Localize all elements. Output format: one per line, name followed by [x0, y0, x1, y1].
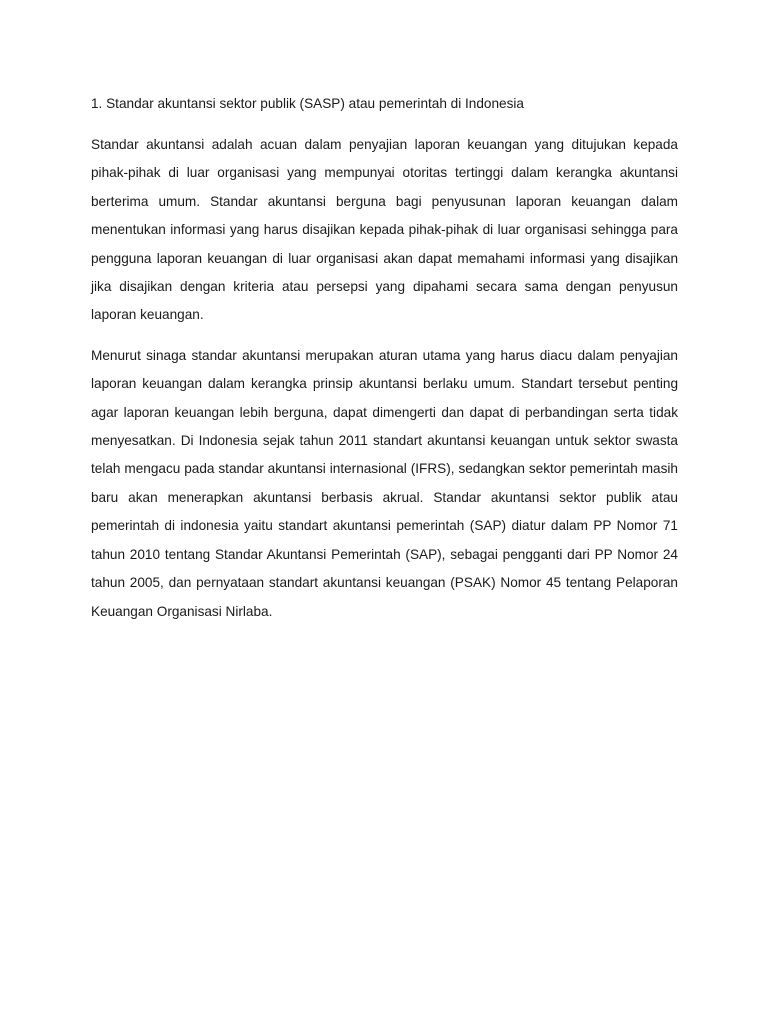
section-heading: 1. Standar akuntansi sektor publik (SASP) atau pemerintah di Indonesia — [91, 96, 524, 111]
paragraph-definition: Standar akuntansi adalah acuan dalam penyajian laporan keuangan yang ditujukan kepada pihak-pihak di luar organisasi yang mempunyai otoritas tertinggi dalam kerangka akuntansi berterima umum. Standar akuntansi berguna bagi penyusunan laporan keuangan dalam menentukan informasi yang harus disajikan kepada pihak-pihak di luar organisasi sehingga para pengguna laporan keuangan di luar organisasi akan dapat memahami informasi yang disajikan jika disajikan dengan kriteria atau persepsi yang dipahami secara sama dengan penyusun laporan keuangan. — [91, 137, 678, 323]
paragraph-sinaga: Menurut sinaga standar akuntansi merupakan aturan utama yang harus diacu dalam penyajian laporan keuangan dalam kerangka prinsip akuntansi berlaku umum. Standart tersebut penting agar laporan keuangan lebih berguna, dapat dimengerti dan dapat di perbandingan serta tidak menyesatkan. Di Indonesia sejak tahun 2011 standart akuntansi keuangan untuk sektor swasta telah mengacu pada standar akuntansi internasional (IFRS), sedangkan sektor pemerintah masih baru akan menerapkan akuntansi berbasis akrual. Standar akuntansi sektor publik atau pemerintah di indonesia yaitu standart akuntansi pemerintah (SAP) diatur dalam PP Nomor 71 tahun 2010 tentang Standar Akuntansi Pemerintah (SAP), sebagai pengganti dari PP Nomor 24 tahun 2005, dan pernyataan standart akuntansi keuangan (PSAK) Nomor 45 tentang Pelaporan Keuangan Organisasi Nirlaba. — [91, 347, 678, 619]
